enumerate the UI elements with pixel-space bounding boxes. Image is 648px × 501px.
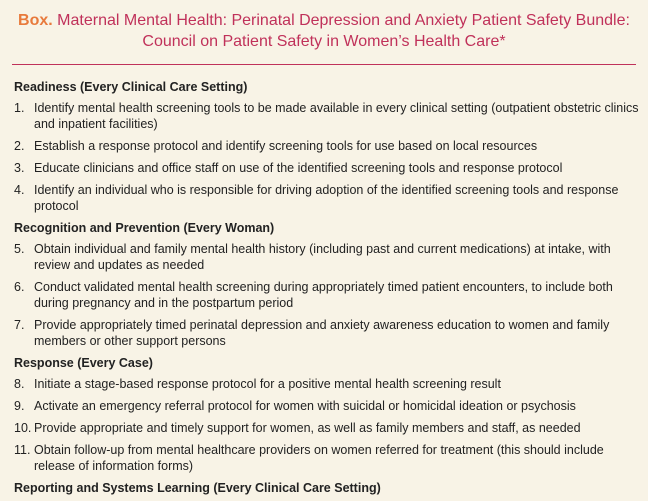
title-divider [12, 64, 636, 65]
item-number: 11. [14, 443, 31, 457]
list-item [14, 420, 640, 436]
list-item [14, 376, 640, 392]
section-heading: Recognition and Prevention (Every Woman) [14, 221, 275, 235]
item-number: 5. [14, 242, 25, 256]
item-number: 10. [14, 421, 32, 435]
title-line-1 [0, 10, 648, 31]
item-text: Provide appropriately timed perinatal depression and anxiety awareness education to women and family members or other support persons [34, 318, 610, 348]
list-item [14, 182, 640, 214]
item-text: Establish a response protocol and identify screening tools for use based on local resources [34, 139, 538, 153]
item-text: Obtain follow-up from mental healthcare providers on women referred for treatment (this should include release of information forms) [34, 443, 604, 473]
list-item [14, 160, 640, 176]
item-text: Activate an emergency referral protocol for women with suicidal or homicidal ideation or psychosis [34, 399, 576, 413]
section-heading: Reporting and Systems Learning (Every Clinical Care Setting) [14, 481, 381, 495]
list-item [14, 100, 640, 132]
list-item [14, 398, 640, 414]
title-text-1: Maternal Mental Health: Perinatal Depression and Anxiety Patient Safety Bundle: [57, 12, 630, 29]
list-item [14, 138, 640, 154]
item-number: 7. [14, 318, 25, 332]
item-text: Provide appropriate and timely support for women, as well as family members and staff, as needed [34, 421, 581, 435]
list-item [14, 442, 640, 474]
list-item [14, 279, 640, 311]
item-text: Identify mental health screening tools to be made available in every clinical setting (outpatient obstetric clinics and inpatient facilities) [34, 101, 639, 131]
item-text: Conduct validated mental health screening during appropriately timed patient encounters, to include both during pregnancy and in the postpartum period [34, 280, 613, 310]
item-number: 2. [14, 139, 25, 153]
box-label: Box. [18, 12, 53, 29]
item-text: Initiate a stage-based response protocol for a positive mental health screening result [34, 377, 501, 391]
section-heading: Response (Every Case) [14, 356, 153, 370]
item-number: 9. [14, 399, 25, 413]
title-line-2: Council on Patient Safety in Women’s Health Care* [142, 33, 506, 50]
list-item [14, 241, 640, 273]
item-number: 6. [14, 280, 25, 294]
item-number: 4. [14, 183, 25, 197]
box-title [0, 0, 648, 52]
item-text: Identify an individual who is responsible for driving adoption of the identified screening tools and response protocol [34, 183, 619, 213]
list-item [14, 317, 640, 349]
item-text: Educate clinicians and office staff on use of the identified screening tools and response protocol [34, 161, 563, 175]
section-heading: Readiness (Every Clinical Care Setting) [14, 80, 248, 94]
item-number: 3. [14, 161, 25, 175]
item-number: 1. [14, 101, 25, 115]
bundle-content [14, 77, 640, 501]
item-number: 8. [14, 377, 25, 391]
item-text: Obtain individual and family mental health history (including past and current medications) at intake, with review and updates as needed [34, 242, 611, 272]
